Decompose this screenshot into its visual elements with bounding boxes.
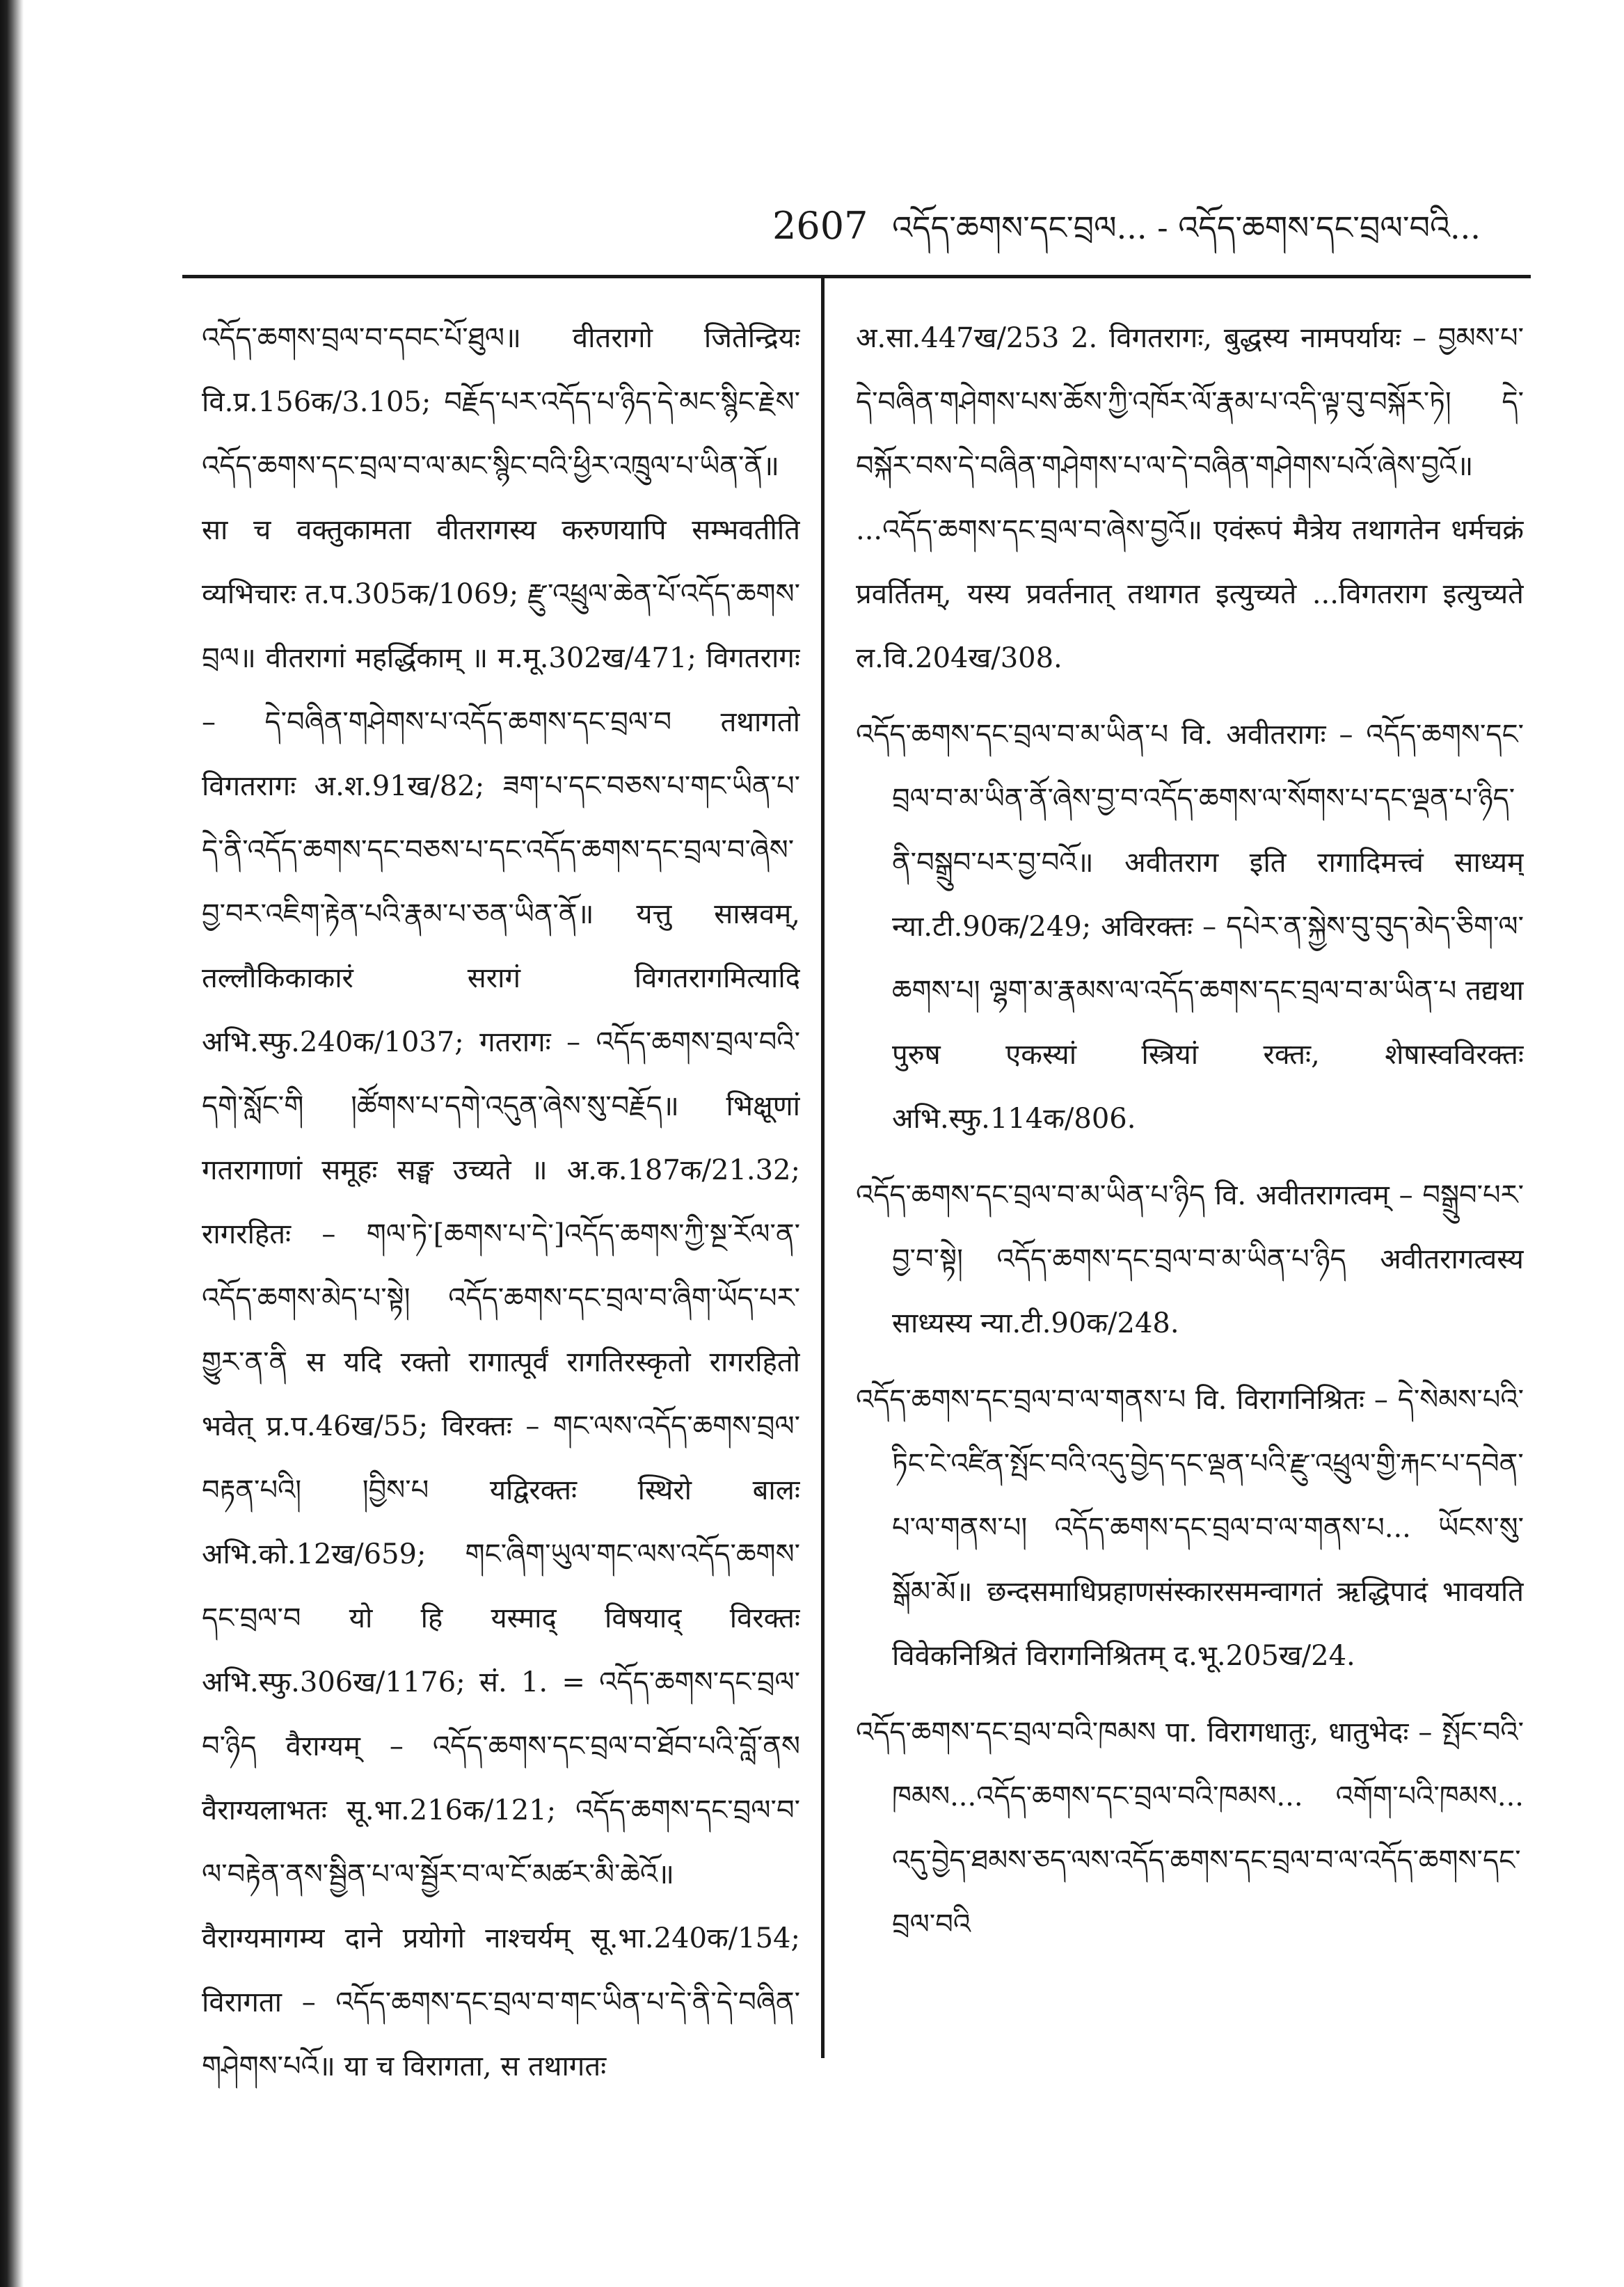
running-head: འདོད་ཆགས་དང་བྲལ... - འདོད་ཆགས་དང་བྲལ་བའི... (892, 209, 1481, 246)
scan-edge-shadow (0, 0, 24, 2287)
entry-avitaragatvam: འདོད་ཆགས་དང་བྲལ་བ་མ་ཡིན་པ་ཉིད वि. अवीतरागत्वम् – བསྒྲུབ་པར་བྱ་བ་སྟེ། འདོད་ཆགས་དང་བྲལ་བ་མ་ཡིན་པ་ཉིད अवीतरागत्वस्य साध्यस्य न्या.टी.90क/248. (856, 1179, 1524, 1339)
column-divider (821, 277, 825, 2058)
entry-viraganishritah: འདོད་ཆགས་དང་བྲལ་བ་ལ་གནས་པ वि. विरागनिश्रितः – དེ་སེམས་པའི་ཏིང་ངེ་འཛིན་སྤོང་བའི་འདུ་བྱེད་དང་ལྡན་པའི་རྫུ་འཕྲུལ་གྱི་རྐང་པ་དབེན་པ་ལ་གནས་པ། འདོད་ཆགས་དང་བྲལ་བ་ལ་གནས་པ... ཡོངས་སུ་སྒོམ་མོ॥ छन्दसमाधिप्रहाणसंस्कारसमन्वागतं ऋद्धिपादं भावयति विवेकनिश्रितं विरागनिश्रितम् द.भू.205ख/24. (856, 1384, 1524, 1672)
page-header (772, 198, 1524, 254)
right-entry-continuation: अ.सा.447ख/253 2. विगतरागः, बुद्धस्य नामपर्यायः – བྱམས་པ་དེ་བཞིན་གཤེགས་པས་ཆོས་ཀྱི་འཁོར་ལོ་རྣམ་པ་འདི་ལྟ་བུ་བསྐོར་ཏེ། དེ་བསྐོར་བས་དེ་བཞིན་གཤེགས་པ་ལ་དེ་བཞིན་གཤེགས་པའོ་ཞེས་བྱའོ॥ ...འདོད་ཆགས་དང་བྲལ་བ་ཞེས་བྱའོ॥ एवंरूपं मैत्रेय तथागतेन धर्मचक्रं प्रवर्तितम्, यस्य प्रवर्तनात् तथागत इत्युच्यते ...विगतराग इत्युच्यते ल.वि.204ख/308. (856, 322, 1524, 674)
left-entry-text: འདོད་ཆགས་བྲལ་བ་དབང་པོ་ཐུལ॥ वीतरागो जितेन्द्रियः वि.प्र.156क/3.105; བརྗོད་པར་འདོད་པ་ཉིད་དེ་མང་སྙིང་རྗེས་འདོད་ཆགས་དང་བྲལ་བ་ལ་མང་སྙིང་བའི་ཕྱིར་འཁྲུལ་པ་ཡིན་ནོ॥ सा च वक्तुकामता वीतरागस्य करुणयापि सम्भवतीति व्यभिचारः त.प.305क/1069; རྫུ་འཕྲུལ་ཆེན་པོ་འདོད་ཆགས་བྲལ॥ वीतरागां महर्द्धिकाम् ॥ म.मू.302ख/471; विगतरागः – དེ་བཞིན་གཤེགས་པ་འདོད་ཆགས་དང་བྲལ་བ तथागतो विगतरागः अ.श.91ख/82; ཟག་པ་དང་བཅས་པ་གང་ཡིན་པ་དེ་ནི་འདོད་ཆགས་དང་བཅས་པ་དང་འདོད་ཆགས་དང་བྲལ་བ་ཞེས་བྱ་བར་འཇིག་རྟེན་པའི་རྣམ་པ་ཅན་ཡིན་ནོ॥ यत्तु सास्रवम्, तल्लौकिकाकारं सरागं विगतरागमित्यादि अभि.स्फु.240क/1037; गतरागः – འདོད་ཆགས་བྲལ་བའི་དགེ་སློང་གི །ཚོགས་པ་དགེ་འདུན་ཞེས་སུ་བརྗོད॥ भिक्षूणां गतरागाणां समूहः सङ्घ उच्यते ॥ अ.क.187क/21.32; रागरहितः – གལ་ཏེ་[ཆགས་པ་དེ་]འདོད་ཆགས་ཀྱི་སྔ་རོལ་ན་འདོད་ཆགས་མེད་པ་སྟེ། འདོད་ཆགས་དང་བྲལ་བ་ཞིག་ཡོད་པར་གྱུར་ན་ནི स यदि रक्तो रागात्पूर्वं रागतिरस्कृतो रागरहितो भवेत् प्र.प.46ख/55; विरक्तः – གང་ལས་འདོད་ཆགས་བྲལ་བརྟན་པའི། །བྱིས་པ यद्विरक्तः स्थिरो बालः अभि.को.12ख/659; གང་ཞིག་ཡུལ་གང་ལས་འདོད་ཆགས་དང་བྲལ་བ यो हि यस्माद् विषयाद् विरक्तः अभि.स्फु.306ख/1176; सं. 1. = འདོད་ཆགས་དང་བྲལ་བ་ཉིད वैराग्यम् – འདོད་ཆགས་དང་བྲལ་བ་ཐོབ་པའི་བློ་ནས वैराग्यलाभतः सू.भा.216क/121; འདོད་ཆགས་དང་བྲལ་བ་ལ་བརྟེན་ནས་སྦྱིན་པ་ལ་སྦྱོར་བ་ལ་ངོ་མཚར་མི་ཆེའོ॥ वैराग्यमागम्य दाने प्रयोगो नाश्चर्यम् सू.भा.240क/154; विरागता – འདོད་ཆགས་དང་བྲལ་བ་གང་ཡིན་པ་དེ་ནི་དེ་བཞིན་གཤེགས་པའོ॥ या च विरागता, स तथागतः (202, 322, 800, 2082)
entry-viragadhatuh: འདོད་ཆགས་དང་བྲལ་བའི་ཁམས पा. विरागधातुः, धातुभेदः – སྤོང་བའི་ཁམས...འདོད་ཆགས་དང་བྲལ་བའི་ཁམས... འགོག་པའི་ཁམས... འདུ་བྱེད་ཐམས་ཅད་ལས་འདོད་ཆགས་དང་བྲལ་བ་ལ་འདོད་ཆགས་དང་བྲལ་བའི (856, 1716, 1524, 1941)
page-number: 2607 (772, 204, 868, 248)
right-column (856, 306, 1524, 2254)
left-column (202, 306, 800, 2254)
header-rule (182, 275, 1531, 278)
entry-avitaragah: འདོད་ཆགས་དང་བྲལ་བ་མ་ཡིན་པ वि. अवीतरागः – འདོད་ཆགས་དང་བྲལ་བ་མ་ཡིན་ནོ་ཞེས་བྱ་བ་འདོད་ཆགས་ལ་སོགས་པ་དང་ལྡན་པ་ཉིད་ནི་བསྒྲུབ་པར་བྱ་བའོ॥ अवीतराग इति रागादिमत्त्वं साध्यम् न्या.टी.90क/249; अविरक्तः – དཔེར་ན་སྐྱེས་བུ་བུད་མེད་ཅིག་ལ་ཆགས་པ། ལྷག་མ་རྣམས་ལ་འདོད་ཆགས་དང་བྲལ་བ་མ་ཡིན་པ तद्यथा पुरुष एकस्यां स्त्रियां रक्तः, शेषास्वविरक्तः अभि.स्फु.114क/806. (856, 719, 1524, 1135)
